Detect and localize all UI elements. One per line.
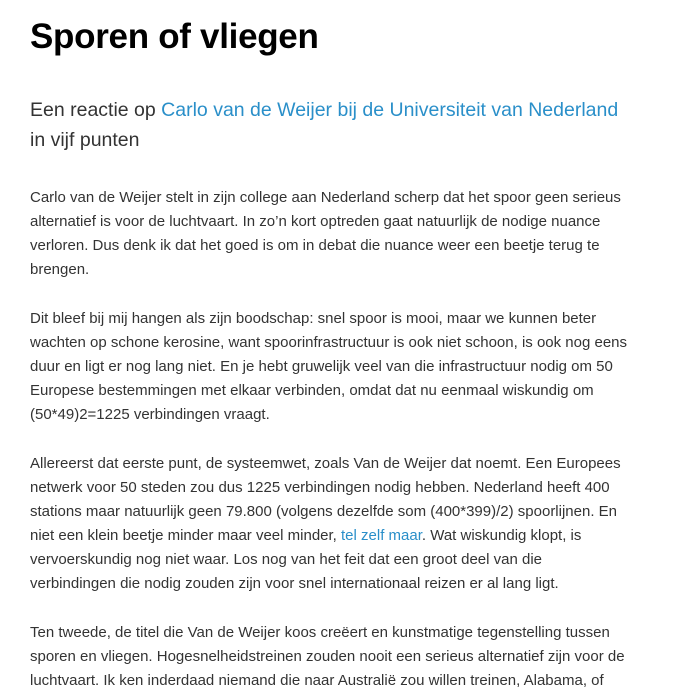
subtitle-prefix: Een reactie op bbox=[30, 99, 162, 121]
paragraph-system-law bbox=[30, 452, 630, 596]
count-yourself-link[interactable]: tel zelf maar bbox=[341, 527, 422, 544]
subtitle-suffix: in vijf punten bbox=[30, 129, 140, 151]
article-title: Sporen of vliegen bbox=[30, 17, 319, 56]
paragraph-system-law-text-end: . Wat wiskundig klopt, is vervoerskundig nog niet waar. Los nog van het feit dat een groot deel van die verbindingen die nodig zouden zijn voor snel internationaal reizen er al lang ligt. bbox=[30, 527, 582, 592]
paragraph-intro: Carlo van de Weijer stelt in zijn college aan Nederland scherp dat het spoor geen serieus alternatief is voor de luchtvaart. In zo’n kort optreden gaat natuurlijk de nodige nuance verloren. Dus denk ik dat het goed is om in debat die nuance weer een beetje terug te brengen. bbox=[30, 189, 621, 278]
paragraph-second-point: Ten tweede, de titel die Van de Weijer koos creëert en kunstmatige tegenstelling tussen sporen en vliegen. Hogesnelheidstreinen zouden nooit een serieus alternatief zijn voor de luchtvaart. Ik ken inderdaad niemand die naar Australië zou willen treinen, Alabama, of bbox=[30, 624, 625, 689]
source-video-link[interactable]: Carlo van de Weijer bij de Universiteit van Nederland bbox=[161, 99, 619, 121]
article-subtitle bbox=[30, 95, 630, 155]
paragraph-system-law-text-start: Allereerst dat eerste punt, de systeemwet, zoals Van de Weijer dat noemt. Een Europees netwerk voor 50 steden zou dus 1225 verbindingen nodig hebben. Nederland heeft 400 stations maar natuurlijk geen 79.800 (volgens dezelfde som (400*399)/2) spoorlijnen. En niet een klein beetje minder maar veel minder, bbox=[30, 455, 621, 544]
article bbox=[30, 12, 630, 693]
paragraph-message: Dit bleef bij mij hangen als zijn boodschap: snel spoor is mooi, maar we kunnen beter wachten op schone kerosine, want spoorinfrastructuur is ook niet schoon, is ook nog eens duur en ligt er nog lang niet. En je hebt gruwelijk veel van die infrastructuur nodig om 50 Europese bestemmingen met elkaar verbinden, omdat dat nu eenmaal wiskundig om (50*49)2=1225 verbindingen vraagt. bbox=[30, 310, 628, 423]
